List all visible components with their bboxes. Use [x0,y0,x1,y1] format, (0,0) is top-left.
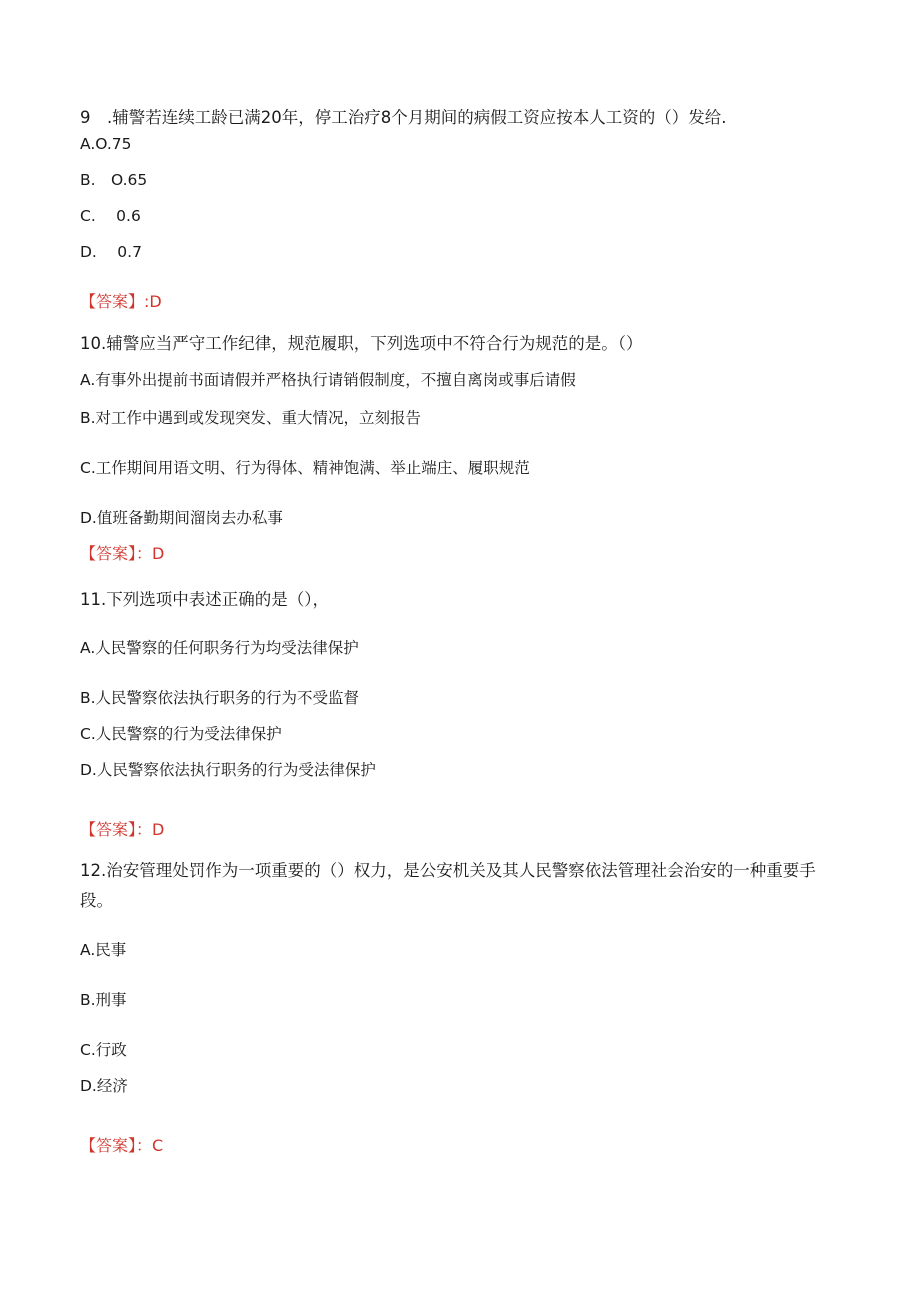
question-11-option-a: A.人民警察的任何职务行为均受法律保护 [80,639,359,657]
question-9-answer: 【答案】:D [80,292,162,311]
question-11-answer: 【答案】：D [80,820,165,839]
question-10-option-b: B.对工作中遇到或发现突发、重大情况，立刻报告 [80,409,422,427]
question-12-option-b: B.刑事 [80,991,127,1009]
question-10-option-d: D.值班备勤期间溜岗去办私事 [80,509,283,527]
question-12-stem: 12.治安管理处罚作为一项重要的（）权力，是公安机关及其人民警察依法管理社会治安的一种重要手段。 [80,861,816,910]
question-9-option-a: A.O.75 [80,135,132,153]
question-11-option-c: C.人民警察的行为受法律保护 [80,725,282,743]
question-12-option-d: D.经济 [80,1077,128,1095]
question-12-option-a: A.民事 [80,941,127,959]
question-12-answer: 【答案】：C [80,1136,164,1155]
question-11-option-b: B.人民警察依法执行职务的行为不受监督 [80,689,360,707]
question-9-stem: 9 .辅警若连续工龄已满20年，停工治疗8个月期间的病假工资应按本人工资的（）发给. [80,108,727,127]
question-12-option-c: C.行政 [80,1041,127,1059]
question-10-stem: 10.辅警应当严守工作纪律，规范履职，下列选项中不符合行为规范的是。（） [80,334,643,353]
question-10-option-c: C.工作期间用语文明、行为得体、精神饱满、举止端庄、履职规范 [80,459,530,477]
question-9-option-d: D. 0.7 [80,243,142,261]
question-11-option-d: D.人民警察依法执行职务的行为受法律保护 [80,761,376,779]
question-10-option-a: A.有事外出提前书面请假并严格执行请销假制度，不擅自离岗或事后请假 [80,371,576,389]
question-11-stem: 11.下列选项中表述正确的是（）， [80,590,329,609]
question-10-answer: 【答案】：D [80,544,165,563]
question-9-option-b: B. O.65 [80,171,148,189]
question-9-option-c: C. 0.6 [80,207,141,225]
